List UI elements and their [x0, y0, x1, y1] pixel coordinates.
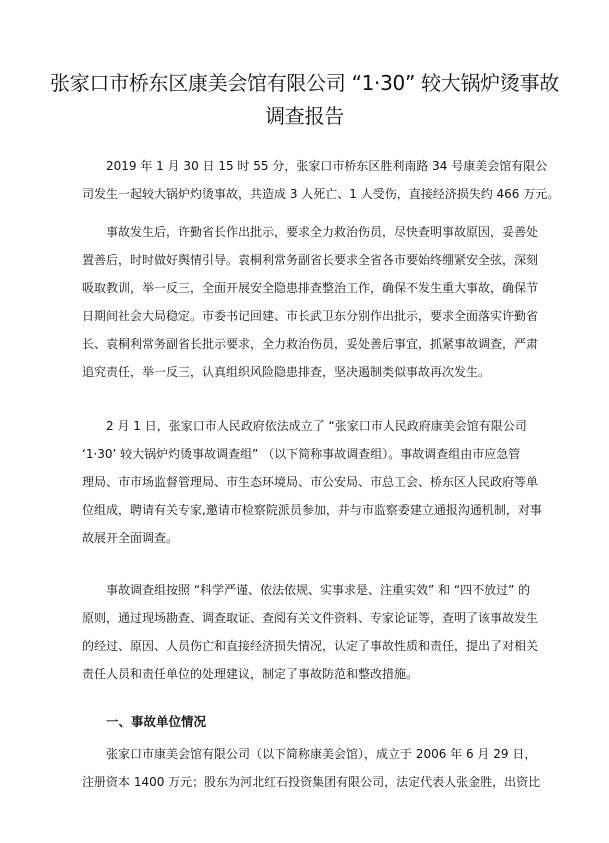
report-title	[40, 67, 569, 133]
report-title-line-1: 张家口市桥东区康美会馆有限公司 “1·30” 较大锅炉烫事故	[50, 71, 559, 96]
paragraph-investigation-team	[82, 412, 542, 552]
paragraph-line: 原则，通过现场勘查、调查取证、查阅有关文件资料、专家论证等，查明了该事故发生	[82, 611, 539, 625]
paragraph-investigation-principles	[82, 576, 538, 688]
paragraph-line: 理局、市市场监督管理局、市生态环境局、市公安局、市总工会、桥东区人民政府等单	[82, 475, 539, 489]
paragraph-incident-summary	[82, 152, 560, 208]
paragraph-line: 责任人员和责任单位的处理建议，制定了事故防范和整改措施。	[82, 667, 419, 681]
paragraph-line: 注册资本 1400 万元；股东为河北红石投资集团有限公司，法定代表人张金胜，出资比	[82, 775, 541, 789]
report-title-line-2: 调查报告	[265, 104, 344, 129]
paragraph-company-info	[82, 740, 541, 796]
paragraph-line: 的经过、原因、人员伤亡和直接经济损失情况，认定了事故性质和责任，提出了对相关	[82, 639, 539, 653]
paragraph-line: ‘1·30’ 较大锅炉灼烫事故调查组” （以下简称事故调查组）。事故调查组由市应急管	[82, 447, 521, 461]
paragraph-line: 吸取教训，举一反三，全面开展安全隐患排查整治工作，确保不发生重大事故，确保节	[82, 281, 539, 295]
paragraph-leadership-instructions	[82, 218, 538, 386]
paragraph-line: 追究责任，举一反三，认真组织风险隐患排查，坚决遏制类似事故再次发生。	[82, 365, 491, 379]
paragraph-line: 事故发生后，许勤省长作出批示，要求全力救治伤员，尽快查明事故原因，妥善处	[106, 225, 539, 239]
paragraph-line: 张家口市康美会馆有限公司（以下简称康美会馆），成立于 2006 年 6 月 29 日，	[106, 747, 537, 761]
section-heading-company-info: 一、事故单位情况	[106, 714, 207, 729]
paragraph-line: 司发生一起较大锅炉灼烫事故，共造成 3 人死亡、1 人受伤，直接经济损失约 466 万元。	[82, 187, 560, 201]
paragraph-line: 日期间社会大局稳定。市委书记回建、市长武卫东分别作出批示，要求全面落实许勤省	[82, 309, 539, 323]
paragraph-line: 故展开全面调查。	[82, 531, 179, 545]
paragraph-line: 2 月 1 日，张家口市人民政府依法成立了 “张家口市人民政府康美会馆有限公司	[106, 419, 527, 433]
paragraph-line: 2019 年 1 月 30 日 15 时 55 分，张家口市桥东区胜利南路 34 号康美会馆有限公	[106, 159, 548, 173]
paragraph-line: 事故调查组按照 “科学严谨、依法依规、实事求是、注重实效” 和 “四不放过” 的	[106, 583, 531, 597]
paragraph-line: 位组成，聘请有关专家,邀请市检察院派员参加，并与市监察委建立通报沟通机制，对事	[82, 503, 542, 517]
paragraph-line: 置善后，时时做好舆情引导。袁桐利常务副省长要求全省各市要始终绷紧安全弦，深刻	[82, 253, 539, 267]
paragraph-line: 长、袁桐利常务副省长批示要求，全力救治伤员，妥处善后事宜，抓紧事故调查，严肃	[82, 337, 539, 351]
